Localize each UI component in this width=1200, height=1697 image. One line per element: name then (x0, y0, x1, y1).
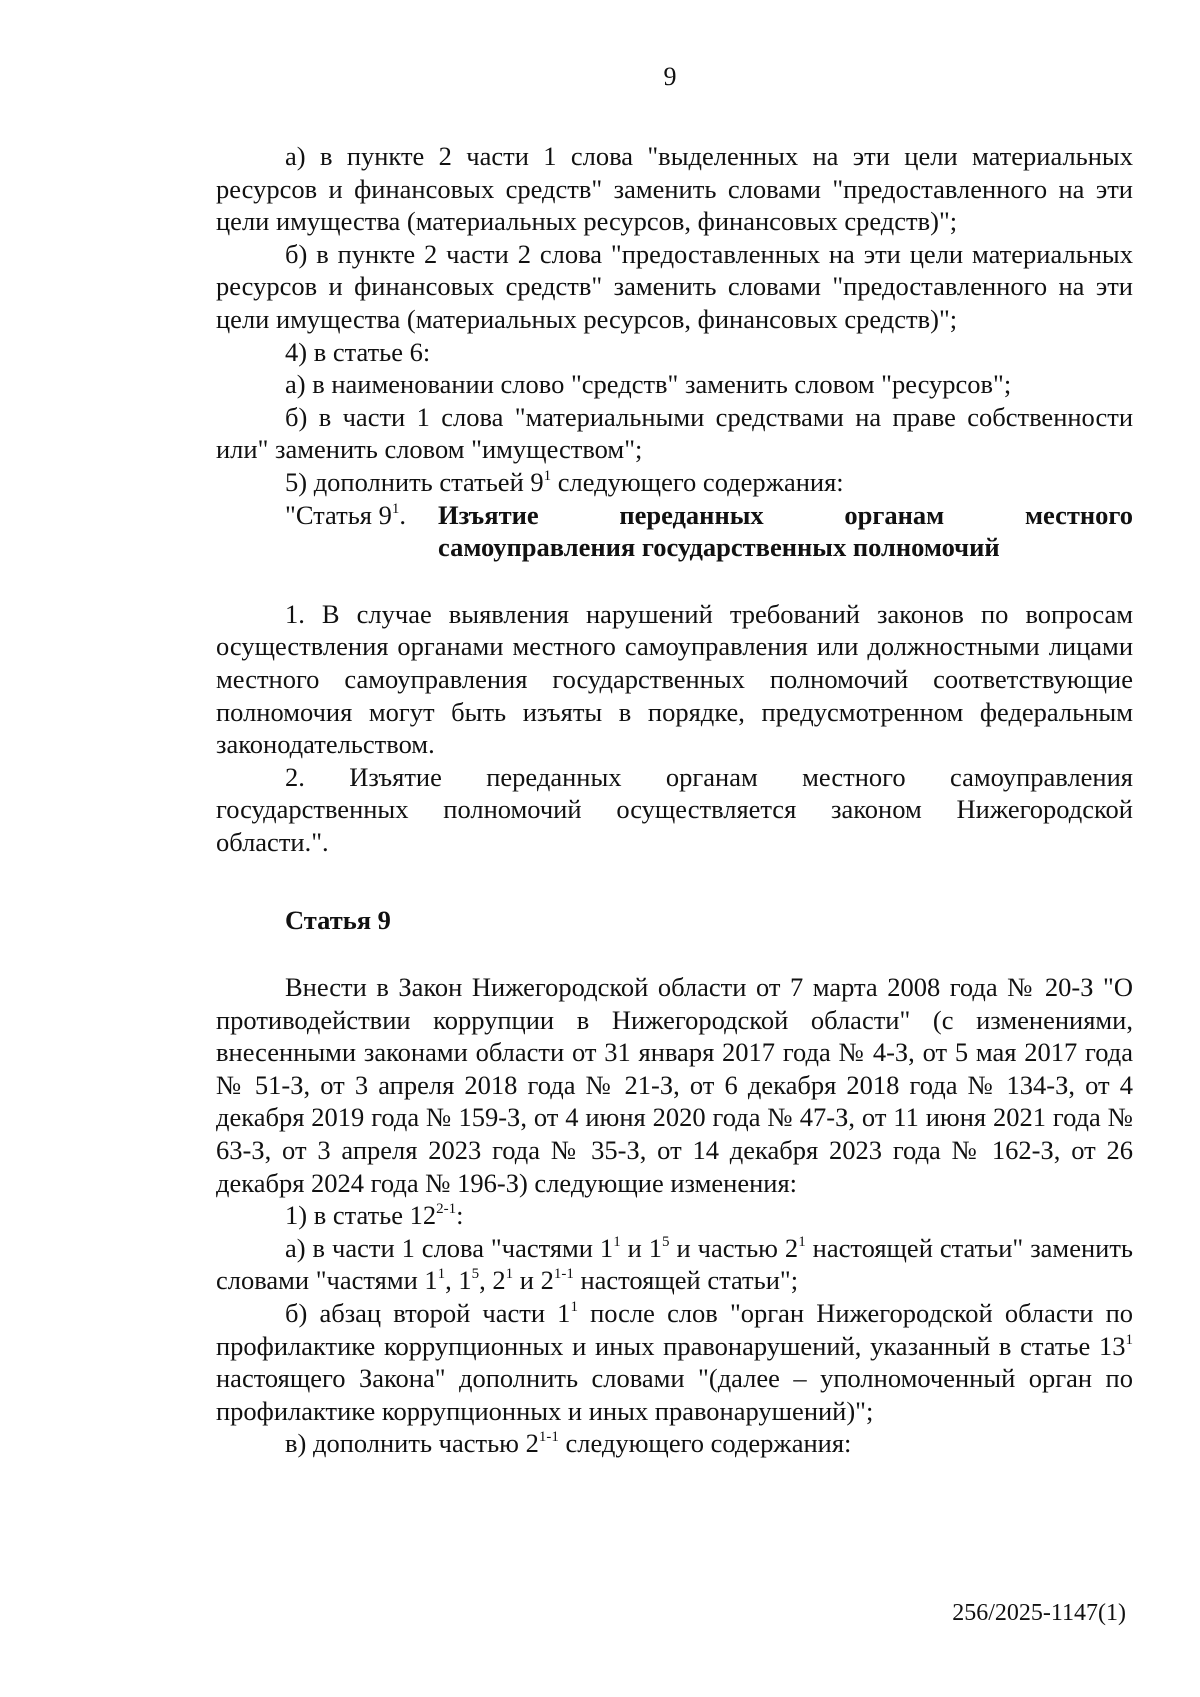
article-9-item-1 (216, 1199, 1133, 1232)
paragraph: а) в пункте 2 части 1 слова "выделенных на эти цели материальных ресурсов и финансовых средств" заменить словами "предоставленного на эти цели имущества (материальных ресурсов, финансовых средств)"; (216, 141, 1133, 237)
text-fragment: и 2 (513, 1265, 554, 1296)
article-9-item-1-b (216, 1297, 1133, 1427)
text-fragment: настоящей статьи"; (573, 1265, 799, 1296)
superscript: 1 (613, 1233, 621, 1250)
paragraph: 4) в статье 6: (285, 336, 431, 367)
superscript: 1-1 (553, 1266, 574, 1283)
page-number: 9 (663, 62, 677, 91)
text-fragment: после слов "орган Нижегородской области по профилактике коррупционных и иных правонарушений, указанный в статье 13 (216, 1298, 1133, 1361)
text-fragment: и частью 2 (669, 1232, 799, 1263)
text-fragment: 1) в статье 12 (285, 1200, 437, 1231)
new-article-title (438, 499, 1133, 564)
paragraph-item-5 (216, 466, 1133, 499)
superscript: 1 (543, 467, 552, 484)
superscript: 1 (505, 1266, 514, 1283)
paragraph: а) в наименовании слово "средств" заменить словом "ресурсов"; (285, 369, 1012, 400)
new-article-title-line-2: самоуправления государственных полномочий (437, 532, 1000, 563)
text-fragment: . (399, 499, 406, 530)
paragraph: б) в части 1 слова "материальными средствами на праве собственности или" заменить словом "имуществом"; (216, 401, 1133, 465)
text-fragment: следующего содержания: (551, 466, 844, 497)
article-9-item-1-v (216, 1427, 1133, 1460)
superscript: 1 (570, 1299, 578, 1315)
article-9-intro: Внести в Закон Нижегородской области от 7 марта 2008 года № 20-З "О противодействии коррупции в Нижегородской области" (с изменениями, внесенными законами области от 31 января 2017 года № 4-З, от 5 мая 2017 года № 51-З, от 3 апреля 2018 года № 21-З, от 6 декабря 2018 года № 134-З, от 4 декабря 2019 года № 159-З, от 4 июня 2020 года № 47-З, от 11 июня 2021 года № 63-З, от 3 апреля 2023 года № 35-З, от 14 декабря 2023 года № 162-З, от 26 декабря 2024 года № 196-З) следующие изменения: (216, 972, 1133, 1198)
superscript: 5 (471, 1266, 480, 1283)
superscript: 1 (437, 1266, 446, 1283)
text-fragment: в) дополнить частью 2 (285, 1428, 539, 1459)
document-code: 256/2025-1147(1) (952, 1600, 1126, 1626)
new-article-title-line-1: Изъятие переданных органам местного (437, 499, 1133, 530)
superscript: 5 (662, 1233, 670, 1250)
superscript: 1 (1125, 1331, 1133, 1348)
text-fragment: , 1 (445, 1265, 472, 1296)
superscript: 1 (391, 500, 400, 517)
text-fragment: 5) дополнить статьей 9 (285, 466, 544, 497)
text-fragment: и 1 (620, 1232, 663, 1263)
superscript: 1 (798, 1233, 806, 1250)
document-body (216, 140, 1133, 1460)
superscript: 1-1 (538, 1429, 559, 1446)
paragraph: б) в пункте 2 части 2 слова "предоставленных на эти цели материальных ресурсов и финансовых средств" заменить словами "предоставленного на эти цели имущества (материальных ресурсов, финансовых средств)"; (216, 238, 1133, 334)
text-fragment: "Статья 9 (285, 499, 392, 530)
superscript: 2-1 (436, 1201, 457, 1218)
paragraph: 1. В случае выявления нарушений требований законов по вопросам осуществления органами местного самоуправления или должностными лицами местного самоуправления государственных полномочий соответствующие полномочия могут быть изъяты в порядке, предусмотренном федеральным законодательством. (216, 598, 1133, 760)
article-9-title: Статья 9 (285, 905, 391, 936)
text-fragment: : (456, 1200, 464, 1231)
text-fragment: настоящего Закона" дополнить словами "(далее – уполномоченный орган по профилактике коррупционных и иных правонарушений)"; (216, 1363, 1133, 1426)
new-article-heading (285, 499, 1133, 564)
paragraph: 2. Изъятие переданных органам местного самоуправления государственных полномочий осуществляется законом Нижегородской области.". (216, 761, 1133, 857)
text-fragment: настоящей статьи" заменить словами "частями 1 (216, 1232, 1133, 1296)
article-9-item-1-a (216, 1232, 1133, 1297)
text-fragment: следующего содержания: (558, 1428, 852, 1459)
new-article-label (285, 499, 406, 564)
text-fragment: б) абзац второй части 1 (285, 1298, 571, 1328)
text-fragment: а) в части 1 слова "частями 1 (285, 1232, 614, 1263)
text-fragment: , 2 (479, 1265, 506, 1296)
